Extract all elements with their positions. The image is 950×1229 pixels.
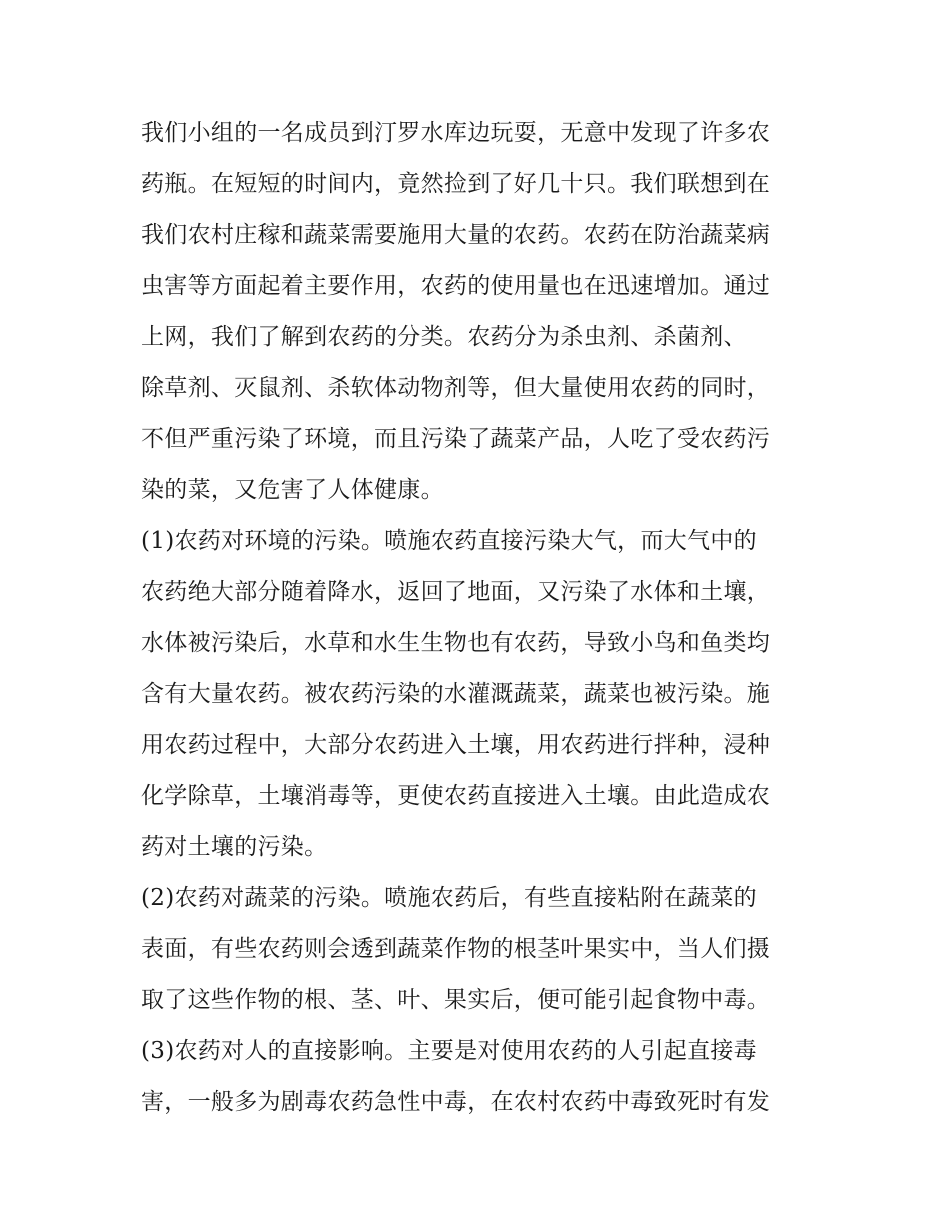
text-line: 化学除草，土壤消毒等，更使农药直接进入土壤。由此造成农 [141, 783, 771, 809]
text-line: 农药绝大部分随着降水，返回了地面，又污染了水体和土壤， [141, 579, 771, 605]
text-line: 不但严重污染了环境，而且污染了蔬菜产品，人吃了受农药污 [141, 426, 771, 452]
text-line: 害，一般多为剧毒农药急性中毒，在农村农药中毒致死时有发 [141, 1089, 771, 1115]
text-line: 水体被污染后，水草和水生生物也有农药，导致小鸟和鱼类均 [141, 630, 771, 656]
section-1-heading-line: (1)农药对环境的污染。喷施农药直接污染大气，而大气中的 [141, 528, 757, 554]
text-line: 我们小组的一名成员到汀罗水库边玩耍，无意中发现了许多农 [141, 120, 771, 146]
document-body-text [141, 108, 813, 1128]
text-line: 含有大量农药。被农药污染的水灌溉蔬菜，蔬菜也被污染。施 [141, 681, 771, 707]
section-3-heading-line: (3)农药对人的直接影响。主要是对使用农药的人引起直接毒 [141, 1038, 757, 1064]
text-line: 我们农村庄稼和蔬菜需要施用大量的农药。农药在防治蔬菜病 [141, 222, 771, 248]
text-line: 除草剂、灭鼠剂、杀软体动物剂等，但大量使用农药的同时， [141, 375, 771, 401]
text-line: 表面，有些农药则会透到蔬菜作物的根茎叶果实中，当人们摄 [141, 936, 771, 962]
text-line: 染的菜，又危害了人体健康。 [141, 477, 444, 503]
text-line: 虫害等方面起着主要作用，农药的使用量也在迅速增加。通过 [141, 273, 771, 299]
text-line: 药瓶。在短短的时间内，竟然捡到了好几十只。我们联想到在 [141, 171, 771, 197]
text-line: 药对土壤的污染。 [141, 834, 328, 860]
text-line: 上网，我们了解到农药的分类。农药分为杀虫剂、杀菌剂、 [141, 324, 747, 350]
text-line: 取了这些作物的根、茎、叶、果实后，便可能引起食物中毒。 [141, 987, 771, 1013]
text-line: 用农药过程中，大部分农药进入土壤，用农药进行拌种，浸种 [141, 732, 771, 758]
section-2-heading-line: (2)农药对蔬菜的污染。喷施农药后，有些直接粘附在蔬菜的 [141, 885, 757, 911]
